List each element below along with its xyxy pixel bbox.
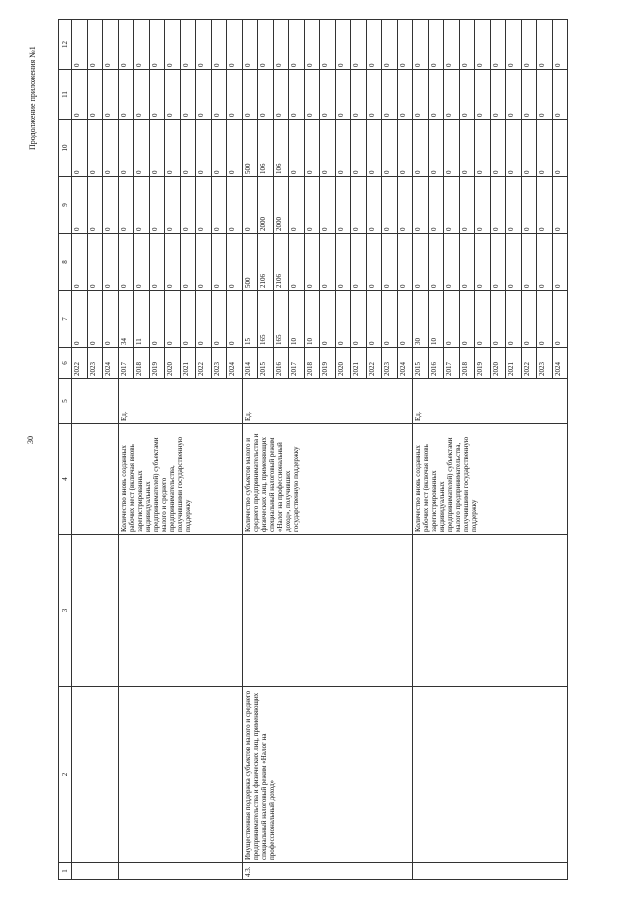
table-row xyxy=(118,20,134,880)
value-cell: 0 xyxy=(320,177,336,234)
value-cell: 0 xyxy=(444,177,460,234)
value-cell: 0 xyxy=(475,120,491,177)
year-cell: 2023 xyxy=(211,348,227,379)
unit-cell xyxy=(72,379,119,424)
value-cell: 0 xyxy=(72,20,88,70)
value-cell: 0 xyxy=(196,70,212,120)
value-cell: 0 xyxy=(366,20,382,70)
measure-cell xyxy=(413,687,568,863)
value-cell: 0 xyxy=(351,177,367,234)
value-cell: 0 xyxy=(428,20,444,70)
value-cell: 0 xyxy=(118,120,134,177)
value-cell: 0 xyxy=(242,20,258,70)
value-cell: 0 xyxy=(351,291,367,348)
value-cell: 0 xyxy=(335,70,351,120)
value-cell: 0 xyxy=(165,234,181,291)
year-cell: 2024 xyxy=(103,348,119,379)
value-cell: 0 xyxy=(87,20,103,70)
year-cell: 2019 xyxy=(149,348,165,379)
year-cell: 2024 xyxy=(552,348,568,379)
column-number: 9 xyxy=(59,177,72,234)
value-cell: 0 xyxy=(134,120,150,177)
unit-cell: Ед. xyxy=(118,379,242,424)
value-cell: 10 xyxy=(428,291,444,348)
value-cell: 0 xyxy=(506,20,522,70)
value-cell: 0 xyxy=(87,291,103,348)
value-cell: 0 xyxy=(211,291,227,348)
column-number: 10 xyxy=(59,120,72,177)
value-cell: 0 xyxy=(103,234,119,291)
value-cell: 0 xyxy=(459,234,475,291)
value-cell: 0 xyxy=(242,70,258,120)
value-cell: 0 xyxy=(227,20,243,70)
value-cell: 0 xyxy=(165,20,181,70)
year-cell: 2018 xyxy=(304,348,320,379)
value-cell: 0 xyxy=(335,234,351,291)
value-cell: 0 xyxy=(506,291,522,348)
value-cell: 0 xyxy=(444,234,460,291)
value-cell: 0 xyxy=(211,70,227,120)
year-cell: 2017 xyxy=(444,348,460,379)
value-cell: 0 xyxy=(227,177,243,234)
value-cell: 0 xyxy=(351,120,367,177)
column-number: 3 xyxy=(59,535,72,687)
value-cell: 0 xyxy=(413,177,429,234)
value-cell: 0 xyxy=(490,177,506,234)
value-cell: 0 xyxy=(149,20,165,70)
year-cell: 2019 xyxy=(475,348,491,379)
value-cell: 0 xyxy=(490,291,506,348)
value-cell: 0 xyxy=(242,177,258,234)
year-cell: 2015 xyxy=(413,348,429,379)
value-cell: 0 xyxy=(397,120,413,177)
empty-cell xyxy=(72,535,119,687)
value-cell: 0 xyxy=(413,20,429,70)
value-cell: 0 xyxy=(552,20,568,70)
value-cell: 0 xyxy=(289,120,305,177)
value-cell: 0 xyxy=(335,20,351,70)
value-cell: 0 xyxy=(552,177,568,234)
measure-cell: Имущественная поддержка субъектов малого и среднего предпринимательства и физических лиц, применяющих специальный налоговый режим «Налог на профессиональный доход» xyxy=(242,687,413,863)
value-cell: 0 xyxy=(428,70,444,120)
value-cell: 0 xyxy=(304,70,320,120)
value-cell: 0 xyxy=(490,20,506,70)
value-cell: 0 xyxy=(475,291,491,348)
value-cell: 0 xyxy=(444,120,460,177)
value-cell: 0 xyxy=(413,120,429,177)
value-cell: 2000 xyxy=(273,177,289,234)
value-cell: 0 xyxy=(521,20,537,70)
value-cell: 0 xyxy=(149,120,165,177)
value-cell: 0 xyxy=(459,177,475,234)
value-cell: 0 xyxy=(537,120,553,177)
column-number: 2 xyxy=(59,687,72,863)
value-cell: 0 xyxy=(87,234,103,291)
value-cell: 0 xyxy=(196,291,212,348)
table-body xyxy=(72,20,568,880)
value-cell: 0 xyxy=(118,177,134,234)
year-cell: 2023 xyxy=(87,348,103,379)
value-cell: 0 xyxy=(335,291,351,348)
value-cell: 0 xyxy=(552,291,568,348)
table-row xyxy=(72,20,88,880)
value-cell: 0 xyxy=(506,70,522,120)
value-cell: 0 xyxy=(180,70,196,120)
value-cell: 0 xyxy=(397,234,413,291)
value-cell: 34 xyxy=(118,291,134,348)
value-cell: 0 xyxy=(397,177,413,234)
empty-cell xyxy=(242,535,413,687)
value-cell: 0 xyxy=(87,120,103,177)
value-cell: 0 xyxy=(304,234,320,291)
value-cell: 0 xyxy=(521,120,537,177)
value-cell: 0 xyxy=(366,291,382,348)
value-cell: 0 xyxy=(382,70,398,120)
value-cell: 11 xyxy=(134,291,150,348)
value-cell: 0 xyxy=(72,120,88,177)
value-cell: 0 xyxy=(87,70,103,120)
indicator-cell: Количество вновь созданных рабочих мест (включая вновь зарегистрированных индивидуальных предпринимателей) субъектами малого и среднего предпринимательства, получившими государственную поддержку xyxy=(118,424,242,535)
year-cell: 2021 xyxy=(506,348,522,379)
value-cell: 0 xyxy=(304,20,320,70)
value-cell: 0 xyxy=(289,70,305,120)
unit-cell: Ед. xyxy=(413,379,568,424)
column-number: 6 xyxy=(59,348,72,379)
value-cell: 0 xyxy=(134,70,150,120)
value-cell: 0 xyxy=(149,70,165,120)
column-number: 4 xyxy=(59,424,72,535)
value-cell: 0 xyxy=(196,20,212,70)
value-cell: 0 xyxy=(490,120,506,177)
value-cell: 0 xyxy=(180,20,196,70)
value-cell: 500 xyxy=(242,234,258,291)
year-cell: 2020 xyxy=(165,348,181,379)
continuation-label: Продолжение приложения №1 xyxy=(28,46,37,150)
value-cell: 0 xyxy=(428,234,444,291)
year-cell: 2022 xyxy=(521,348,537,379)
year-cell: 2024 xyxy=(227,348,243,379)
value-cell: 0 xyxy=(537,70,553,120)
value-cell: 0 xyxy=(475,177,491,234)
value-cell: 0 xyxy=(72,291,88,348)
year-cell: 2021 xyxy=(351,348,367,379)
value-cell: 0 xyxy=(444,20,460,70)
value-cell: 0 xyxy=(289,177,305,234)
year-cell: 2021 xyxy=(180,348,196,379)
value-cell: 0 xyxy=(506,234,522,291)
value-cell: 0 xyxy=(459,120,475,177)
value-cell: 15 xyxy=(242,291,258,348)
value-cell: 0 xyxy=(196,177,212,234)
value-cell: 0 xyxy=(149,177,165,234)
value-cell: 0 xyxy=(382,234,398,291)
value-cell: 165 xyxy=(258,291,274,348)
value-cell: 0 xyxy=(258,70,274,120)
value-cell: 0 xyxy=(165,120,181,177)
value-cell: 0 xyxy=(180,234,196,291)
year-cell: 2020 xyxy=(490,348,506,379)
value-cell: 0 xyxy=(134,177,150,234)
value-cell: 0 xyxy=(351,70,367,120)
value-cell: 2106 xyxy=(273,234,289,291)
value-cell: 0 xyxy=(227,120,243,177)
indicator-cell: Количество субъектов малого и среднего предпринимательства и физических лиц, применяющих специальный налоговый режим «Налог на профессиональный доход», получивших государственную поддержку xyxy=(242,424,413,535)
value-cell: 0 xyxy=(475,20,491,70)
row-number-cell: 4.3. xyxy=(242,863,413,880)
value-cell: 0 xyxy=(521,291,537,348)
value-cell: 0 xyxy=(366,177,382,234)
value-cell: 10 xyxy=(304,291,320,348)
value-cell: 0 xyxy=(490,234,506,291)
value-cell: 106 xyxy=(258,120,274,177)
value-cell: 0 xyxy=(413,70,429,120)
value-cell: 0 xyxy=(552,234,568,291)
value-cell: 0 xyxy=(211,20,227,70)
value-cell: 0 xyxy=(103,120,119,177)
value-cell: 0 xyxy=(87,177,103,234)
value-cell: 0 xyxy=(196,234,212,291)
value-cell: 0 xyxy=(273,70,289,120)
value-cell: 0 xyxy=(211,120,227,177)
value-cell: 0 xyxy=(552,70,568,120)
value-cell: 0 xyxy=(227,70,243,120)
value-cell: 0 xyxy=(118,20,134,70)
value-cell: 0 xyxy=(273,20,289,70)
value-cell: 0 xyxy=(382,20,398,70)
value-cell: 0 xyxy=(304,177,320,234)
column-number: 8 xyxy=(59,234,72,291)
value-cell: 0 xyxy=(459,70,475,120)
value-cell: 0 xyxy=(227,234,243,291)
value-cell: 0 xyxy=(134,234,150,291)
year-cell: 2017 xyxy=(118,348,134,379)
year-cell: 2018 xyxy=(459,348,475,379)
value-cell: 0 xyxy=(351,234,367,291)
page-number: 30 xyxy=(26,436,35,444)
measure-cell xyxy=(72,687,119,863)
value-cell: 0 xyxy=(366,234,382,291)
value-cell: 0 xyxy=(72,70,88,120)
row-number-cell xyxy=(118,863,242,880)
value-cell: 0 xyxy=(428,177,444,234)
value-cell: 0 xyxy=(211,234,227,291)
value-cell: 0 xyxy=(397,291,413,348)
value-cell: 0 xyxy=(521,234,537,291)
value-cell: 0 xyxy=(211,177,227,234)
year-cell: 2016 xyxy=(428,348,444,379)
table-row xyxy=(413,20,429,880)
year-cell: 2018 xyxy=(134,348,150,379)
value-cell: 0 xyxy=(320,291,336,348)
value-cell: 0 xyxy=(382,291,398,348)
value-cell: 0 xyxy=(320,70,336,120)
value-cell: 0 xyxy=(506,177,522,234)
value-cell: 2000 xyxy=(258,177,274,234)
value-cell: 0 xyxy=(180,291,196,348)
value-cell: 0 xyxy=(459,20,475,70)
value-cell: 0 xyxy=(165,70,181,120)
rotated-table-wrapper xyxy=(58,20,568,880)
value-cell: 0 xyxy=(490,70,506,120)
unit-cell: Ед. xyxy=(242,379,413,424)
value-cell: 0 xyxy=(165,177,181,234)
value-cell: 0 xyxy=(118,70,134,120)
value-cell: 0 xyxy=(397,70,413,120)
year-cell: 2022 xyxy=(72,348,88,379)
year-cell: 2024 xyxy=(397,348,413,379)
value-cell: 0 xyxy=(444,70,460,120)
value-cell: 0 xyxy=(351,20,367,70)
value-cell: 0 xyxy=(366,70,382,120)
value-cell: 0 xyxy=(320,120,336,177)
value-cell: 0 xyxy=(227,291,243,348)
year-cell: 2022 xyxy=(366,348,382,379)
row-number-cell xyxy=(72,863,119,880)
value-cell: 30 xyxy=(413,291,429,348)
value-cell: 0 xyxy=(537,177,553,234)
value-cell: 0 xyxy=(258,20,274,70)
table-row xyxy=(242,20,258,880)
value-cell: 0 xyxy=(180,120,196,177)
value-cell: 0 xyxy=(397,20,413,70)
value-cell: 0 xyxy=(149,291,165,348)
value-cell: 0 xyxy=(103,20,119,70)
value-cell: 0 xyxy=(335,120,351,177)
column-number: 12 xyxy=(59,20,72,70)
value-cell: 0 xyxy=(413,234,429,291)
value-cell: 0 xyxy=(382,177,398,234)
year-cell: 2023 xyxy=(382,348,398,379)
value-cell: 0 xyxy=(335,177,351,234)
value-cell: 0 xyxy=(180,177,196,234)
value-cell: 0 xyxy=(428,120,444,177)
value-cell: 0 xyxy=(366,120,382,177)
value-cell: 0 xyxy=(475,234,491,291)
value-cell: 0 xyxy=(320,234,336,291)
data-table xyxy=(58,19,568,880)
value-cell: 0 xyxy=(103,70,119,120)
value-cell: 0 xyxy=(521,70,537,120)
value-cell: 0 xyxy=(165,291,181,348)
indicator-cell xyxy=(72,424,119,535)
value-cell: 0 xyxy=(289,20,305,70)
value-cell: 10 xyxy=(289,291,305,348)
value-cell: 0 xyxy=(320,20,336,70)
value-cell: 0 xyxy=(537,20,553,70)
value-cell: 0 xyxy=(537,234,553,291)
year-cell: 2023 xyxy=(537,348,553,379)
value-cell: 0 xyxy=(103,291,119,348)
column-number: 7 xyxy=(59,291,72,348)
year-cell: 2019 xyxy=(320,348,336,379)
value-cell: 0 xyxy=(537,291,553,348)
column-number: 11 xyxy=(59,70,72,120)
value-cell: 0 xyxy=(444,291,460,348)
year-cell: 2017 xyxy=(289,348,305,379)
measure-cell xyxy=(118,687,242,863)
value-cell: 2106 xyxy=(258,234,274,291)
column-number: 5 xyxy=(59,379,72,424)
value-cell: 0 xyxy=(72,177,88,234)
year-cell: 2022 xyxy=(196,348,212,379)
value-cell: 0 xyxy=(196,120,212,177)
value-cell: 0 xyxy=(475,70,491,120)
value-cell: 0 xyxy=(506,120,522,177)
value-cell: 0 xyxy=(521,177,537,234)
year-cell: 2020 xyxy=(335,348,351,379)
year-cell: 2015 xyxy=(258,348,274,379)
empty-cell xyxy=(118,535,242,687)
value-cell: 0 xyxy=(289,234,305,291)
indicator-cell: Количество вновь созданных рабочих мест (включая вновь зарегистрированных индивидуальных предпринимателей) субъектами малого предпринимательства, получившими государственную поддержку xyxy=(413,424,568,535)
column-number: 1 xyxy=(59,863,72,880)
value-cell: 0 xyxy=(552,120,568,177)
year-cell: 2014 xyxy=(242,348,258,379)
header-row xyxy=(59,20,72,880)
year-cell: 2016 xyxy=(273,348,289,379)
empty-cell xyxy=(413,535,568,687)
value-cell: 0 xyxy=(304,120,320,177)
value-cell: 0 xyxy=(459,291,475,348)
value-cell: 0 xyxy=(72,234,88,291)
value-cell: 106 xyxy=(273,120,289,177)
value-cell: 0 xyxy=(134,20,150,70)
row-number-cell xyxy=(413,863,568,880)
value-cell: 165 xyxy=(273,291,289,348)
value-cell: 500 xyxy=(242,120,258,177)
value-cell: 0 xyxy=(382,120,398,177)
value-cell: 0 xyxy=(149,234,165,291)
value-cell: 0 xyxy=(118,234,134,291)
value-cell: 0 xyxy=(103,177,119,234)
